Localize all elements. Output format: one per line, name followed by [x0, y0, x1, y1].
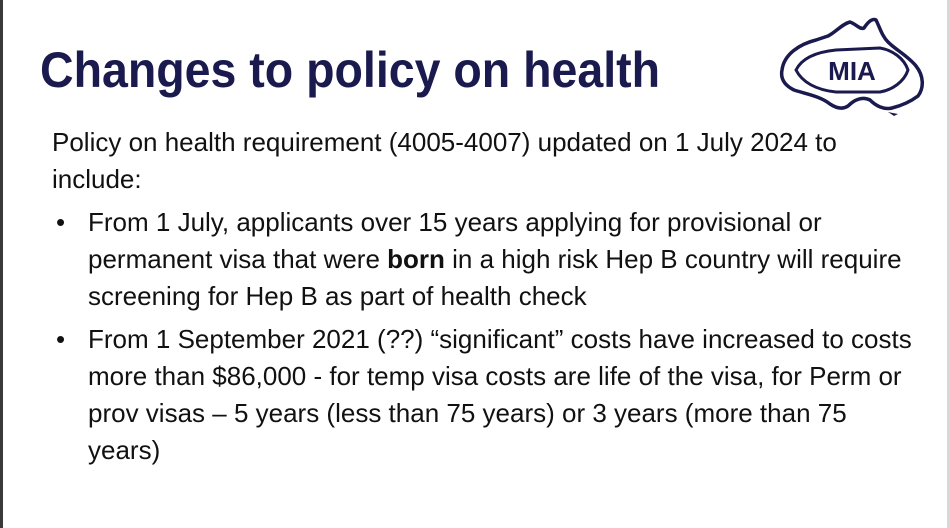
bullet-item [52, 321, 912, 469]
slide-body [52, 124, 912, 475]
logo-text: MIA [828, 56, 876, 86]
mia-logo [776, 14, 928, 116]
bullet-list [52, 204, 912, 469]
intro-paragraph: Policy on health requirement (4005-4007) updated on 1 July 2024 to include: [52, 127, 837, 194]
slide-title: Changes to policy on health [40, 42, 661, 98]
bullet-marker: • [56, 207, 66, 237]
slide-left-edge [0, 0, 3, 528]
bullet-text-end: in a high risk Hep B country will require screening for Hep B as part of health check [88, 244, 902, 311]
bullet-item [52, 204, 912, 315]
bullet-text-start: From 1 July, applicants over 15 years applying for provisional or permanent visa that were [88, 207, 822, 274]
bullet-emphasis: born [387, 244, 445, 274]
bullet-marker: • [56, 324, 66, 354]
bullet-text: From 1 September 2021 (??) “significant” costs have increased to costs more than $86,000 - for temp visa costs are life of the visa, for Perm or prov visas – 5 years (less than 75 years) or 3 years (more than 75 years) [88, 324, 912, 465]
